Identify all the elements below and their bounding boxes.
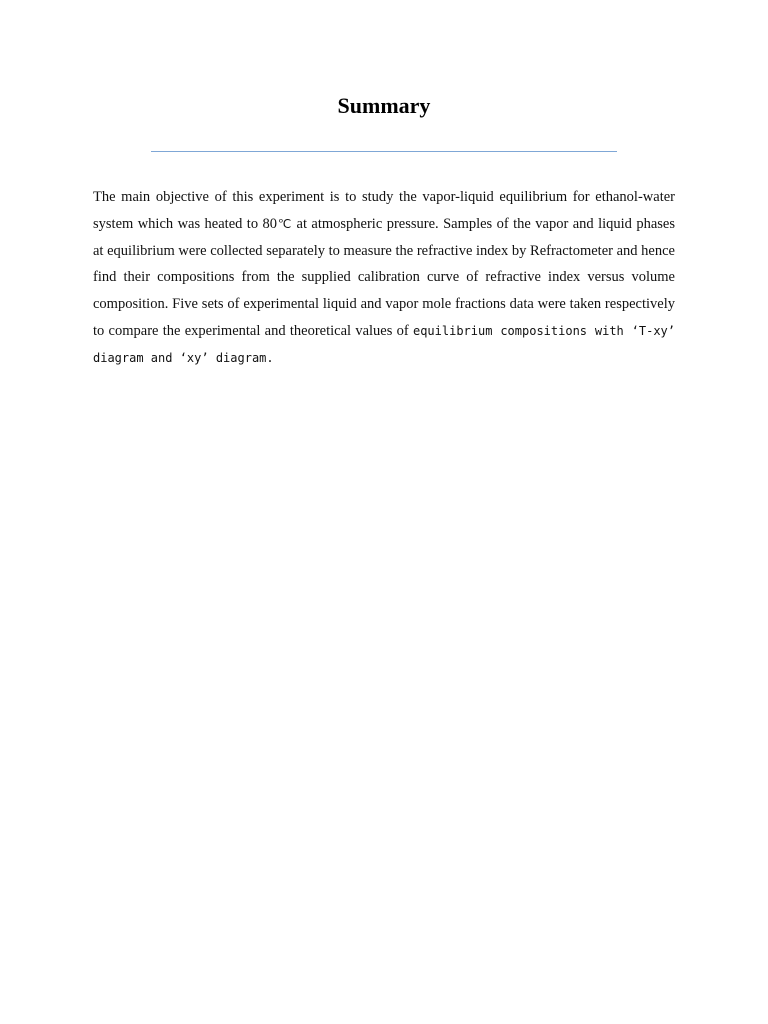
- paragraph-text-2: at atmospheric pressure. Samples of the vapor and liquid phases at equilibrium were collected separately to measure the refractive index by Refractometer and hence find their compositions from the supplied calibration curve of refractive index versus volume composition. Five sets of experimental liquid and vapor mole fractions data were taken respectively to compare the experimental and theoretical values of: [93, 215, 675, 339]
- title-divider: [151, 151, 617, 152]
- paragraph-text-3: equilibrium compositions with ‘T-xy’ diagram and ‘xy’ diagram.: [93, 323, 675, 365]
- degree-symbol: ℃: [277, 216, 293, 231]
- page-title: Summary: [337, 93, 431, 118]
- summary-paragraph: [93, 184, 675, 372]
- paragraph-text-1: The main objective of this experiment is to study the vapor-liquid equilibrium for ethanol-water system which was heated to 80: [93, 189, 675, 232]
